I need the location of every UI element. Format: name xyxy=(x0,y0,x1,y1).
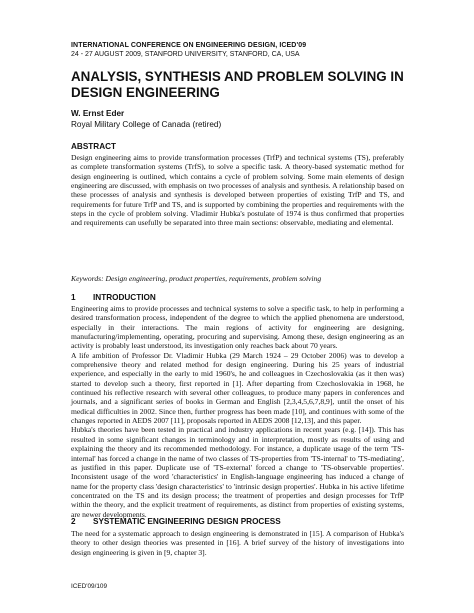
section-number: 1 xyxy=(71,293,76,302)
section-number: 2 xyxy=(71,517,76,526)
conference-name: INTERNATIONAL CONFERENCE ON ENGINEERING DESIGN, ICED'09 xyxy=(71,42,307,49)
paragraph: Engineering aims to provide processes and technical systems to solve a specific task, to help in performing a desired transformation process, independent of the degree to which the applied phenomena are understood, especially in their interactions. The main regions of activity for engineering are designing, manufacturing/implementing, operating, procuring and supervising. Among these, design engineering as an activity is probably least understood, its investigation only reaches back about 70 years. xyxy=(71,304,404,351)
keywords: Keywords: Design engineering, product properties, requirements, problem solving xyxy=(71,274,322,283)
paragraph: A life ambition of Professor Dr. Vladimir Hubka (29 March 1924 – 29 October 2006) was to develop a comprehensive theory and related method for design engineering. During his 25 years of industrial experience, and especially in the early to mid 1960's, he and colleagues in Czechoslovakia (as it then was) started to develop such a theory, first reported in [1]. After departing from Czechoslovakia in 1968, he continued his reflective research with several other colleagues, to produce many papers in conferences and journals, and a significant series of books in German and English [2,3,4,5,6,7,8,9], until the onset of his medical difficulties in 2002. Since then, further progress has been made [10], and continues with some of the changes reported in AEDS 2007 [11], proposals reported in AEDS 2008 [12,13], and this paper. xyxy=(71,350,404,426)
section-2-body xyxy=(71,529,404,557)
abstract-heading: ABSTRACT xyxy=(71,142,117,151)
paper-title: ANALYSIS, SYNTHESIS AND PROBLEM SOLVING IN DESIGN ENGINEERING xyxy=(71,69,404,100)
author-name: W. Ernst Eder xyxy=(71,109,125,118)
section-title: INTRODUCTION xyxy=(93,293,156,302)
section-1-heading xyxy=(71,293,156,302)
page-footer: ICED'09/109 xyxy=(71,583,108,590)
abstract-paragraph: Design engineering aims to provide transformation processes (TrfP) and technical systems (TS), preferably as complete transformation systems (TrfS), to solve a specific task. A theory-based systematic method for design engineering is outlined, which contains a cycle of problem solving. Some main elements of design engineering are discussed, with emphasis on two processes of analysis and synthesis. A relationship based on these processes of analysis and synthesis is developed between properties of existing TrfP and TS, and requirements for future TrfP and TS, and is supported by combining the properties and requirements with the steps in the cycle of problem solving. Vladimir Hubka's postulate of 1974 is thus confirmed that properties and requirements can usefully be separated into three main sections: observable, mediating and elemental. xyxy=(71,153,404,228)
section-title: SYSTEMATIC ENGINEERING DESIGN PROCESS xyxy=(93,517,281,526)
paragraph: The need for a systematic approach to design engineering is demonstrated in [15]. A comparison of Hubka's theory to other design theories was presented in [16]. A brief survey of the history of investigations into design engineering is given in [9, chapter 3]. xyxy=(71,529,404,557)
author-affiliation: Royal Military College of Canada (retired) xyxy=(71,120,222,129)
section-1-body xyxy=(71,304,404,519)
paragraph: Hubka's theories have been tested in practical and industry applications in recent years (e.g. [14]). This has resulted in some significant changes in terminology and in interpretation, mostly as results of using and explaining the theory and its recommended methodology. For instance, a duplicate usage of the term 'TS-internal' has forced a change in the name of two classes of TS-properties from 'TS-internal' to 'TS-mediating', as justified in this paper. Duplicate use of 'TS-external' forced a change to 'TS-observable properties'. Inconsistent usage of the word 'characteristics' in English-language engineering has induced a change of name for the property class 'design characteristics' to 'intrinsic design properties'. Hubka in his active lifetime concentrated on the TS and its design process; the treatment of properties and design processes for TrfP within the theory, and the explicit treatment of requirements, as distinct from properties of existing systems, are newer developments. xyxy=(71,425,404,519)
conference-venue: 24 - 27 AUGUST 2009, STANFORD UNIVERSITY, STANFORD, CA, USA xyxy=(71,51,300,58)
abstract-text xyxy=(71,153,404,228)
section-2-heading xyxy=(71,517,281,526)
